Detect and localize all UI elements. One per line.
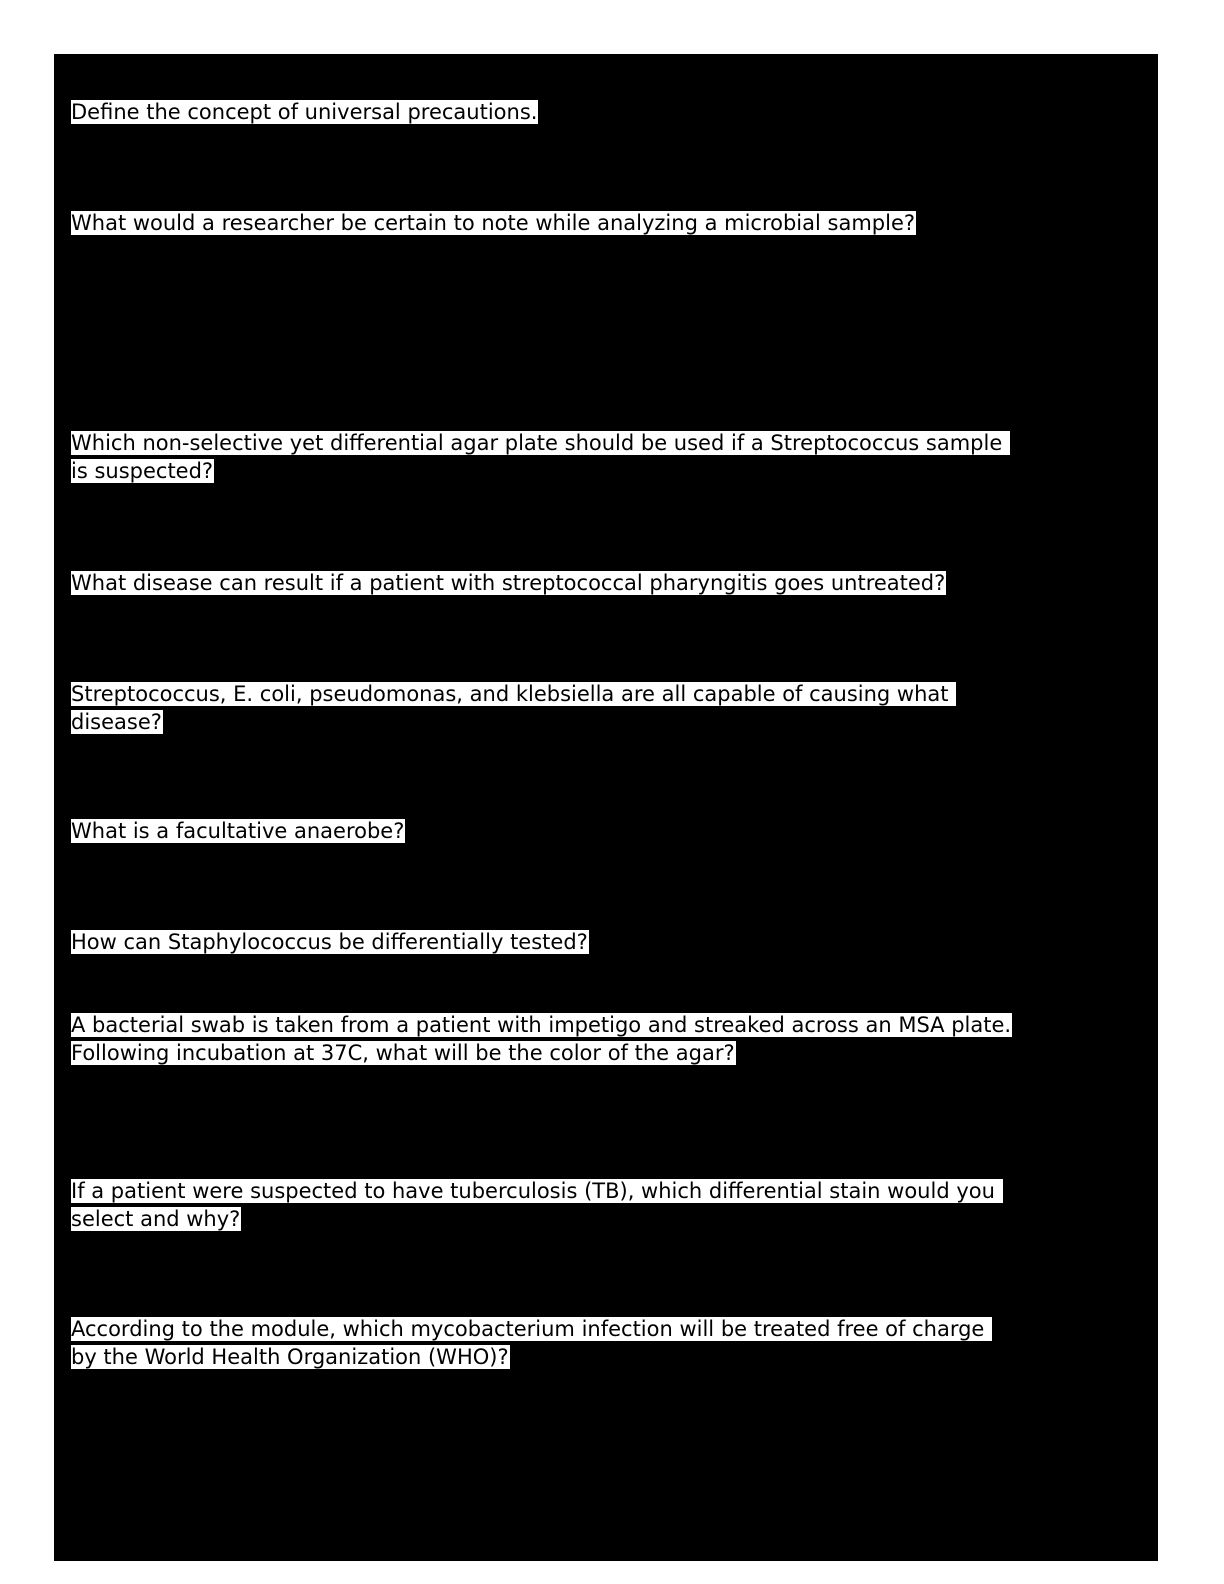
question-6 xyxy=(71,818,1141,846)
question-2 xyxy=(71,210,1141,238)
question-10 xyxy=(71,1316,1141,1371)
question-line: According to the module, which mycobacterium infection will be treated free of charge xyxy=(71,1317,992,1341)
question-line: select and why? xyxy=(71,1206,241,1231)
question-line: If a patient were suspected to have tuberculosis (TB), which differential stain would you xyxy=(71,1179,1002,1203)
question-line: A bacterial swab is taken from a patient with impetigo and streaked across an MSA plate. xyxy=(71,1013,1012,1037)
question-line: Define the concept of universal precautions. xyxy=(71,100,538,124)
question-line: What is a facultative anaerobe? xyxy=(71,819,405,843)
question-4 xyxy=(71,570,1141,598)
question-1 xyxy=(71,99,1141,127)
question-5 xyxy=(71,681,1141,736)
question-line: How can Staphylococcus be differentially tested? xyxy=(71,930,588,954)
question-8 xyxy=(71,1012,1141,1067)
question-3 xyxy=(71,430,1141,485)
question-line: is suspected? xyxy=(71,458,214,483)
question-line: disease? xyxy=(71,709,162,734)
question-line: Streptococcus, E. coli, pseudomonas, and klebsiella are all capable of causing what xyxy=(71,682,956,706)
question-line: by the World Health Organization (WHO)? xyxy=(71,1344,509,1369)
question-line: Following incubation at 37C, what will be the color of the agar? xyxy=(71,1040,735,1065)
question-line: What disease can result if a patient with streptococcal pharyngitis goes untreated? xyxy=(71,571,946,595)
question-7 xyxy=(71,929,1141,957)
question-line: Which non-selective yet differential agar plate should be used if a Streptococcus sample xyxy=(71,431,1009,455)
question-9 xyxy=(71,1178,1141,1233)
question-line: What would a researcher be certain to note while analyzing a microbial sample? xyxy=(71,211,916,235)
